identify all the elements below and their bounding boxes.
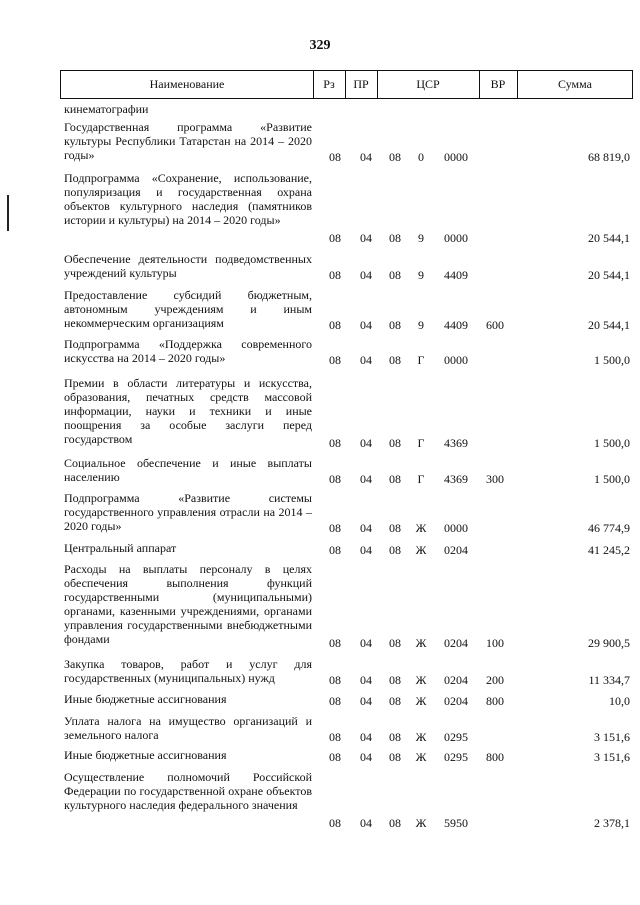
header-name: Наименование [149,77,225,91]
row-rz: 08 [329,268,341,282]
row-name: Закупка товаров, работ и услуг для государственных (муниципальных) нужд [64,657,312,685]
row-pr: 04 [360,694,372,708]
table-row [0,491,640,535]
page-number: 329 [309,38,331,53]
row-sum: 20 544,1 [588,268,630,282]
table-row [0,562,640,650]
row-name: Премии в области литературы и искусства, образования, печатных средств массовой информации, науки и техники и иные поощрения за особые заслуги перед государством [64,376,312,446]
row-csr-part1: 08 [389,730,401,744]
row-pr: 04 [360,268,372,282]
header-vr: ВР [490,77,506,91]
table-row [0,171,640,245]
row-vr: 800 [486,694,504,708]
row-rz: 08 [329,521,341,535]
row-csr-part2: Г [417,436,425,450]
row-csr-part2: Г [417,353,425,367]
row-rz: 08 [329,318,341,332]
row-rz: 08 [329,750,341,764]
row-csr-part1: 08 [389,268,401,282]
row-sum: 29 900,5 [588,636,630,650]
row-csr-part1: 08 [389,816,401,830]
row-vr: 600 [486,318,504,332]
row-sum: 41 245,2 [588,543,630,557]
row-csr-part3: 0295 [444,730,468,744]
row-sum: 1 500,0 [594,436,630,450]
row-rz: 08 [329,673,341,687]
row-pr: 04 [360,636,372,650]
row-csr-part3: 0000 [444,150,468,164]
row-csr-part3: 4409 [444,268,468,282]
row-name: Центральный аппарат [64,541,177,555]
table-row [0,692,640,708]
row-sum: 1 500,0 [594,472,630,486]
row-name: Социальное обеспечение и иные выплаты населению [64,456,312,484]
row-rz: 08 [329,816,341,830]
row-sum: 68 819,0 [588,150,630,164]
row-csr-part3: 0000 [444,521,468,535]
row-pr: 04 [360,521,372,535]
row-rz: 08 [329,436,341,450]
row-csr-part3: 0000 [444,353,468,367]
row-csr-part1: 08 [389,750,401,764]
row-csr-part2: 9 [418,318,424,332]
row-csr-part1: 08 [389,694,401,708]
row-pr: 04 [360,816,372,830]
row-pr: 04 [360,231,372,245]
table-header [60,70,633,99]
row-csr-part1: 08 [389,543,401,557]
row-csr-part1: 08 [389,436,401,450]
row-csr-part1: 08 [389,636,401,650]
row-rz: 08 [329,730,341,744]
row-csr-part3: 0000 [444,231,468,245]
table-row [0,456,640,486]
header-pr: ПР [353,77,369,91]
row-csr-part1: 08 [389,318,401,332]
table-row [0,376,640,450]
row-pr: 04 [360,750,372,764]
row-pr: 04 [360,543,372,557]
table-row [0,541,640,557]
table-row [0,288,640,332]
row-csr-part2: Ж [415,636,427,650]
row-name: Подпрограмма «Сохранение, использование, популяризация и государственная охрана объектов культурного наследия (памятников истории и культуры) на 2014 – 2020 годы» [64,171,312,227]
row-csr-part3: 0204 [444,694,468,708]
row-csr-part3: 0204 [444,543,468,557]
row-rz: 08 [329,231,341,245]
row-csr-part2: Ж [415,521,427,535]
row-sum: 10,0 [609,694,630,708]
row-csr-part3: 4409 [444,318,468,332]
row-sum: 20 544,1 [588,318,630,332]
row-csr-part2: Г [417,472,425,486]
row-rz: 08 [329,353,341,367]
row-csr-part2: 9 [418,268,424,282]
table-row [0,714,640,744]
row-csr-part3: 0295 [444,750,468,764]
row-csr-part3: 4369 [444,436,468,450]
row-pr: 04 [360,318,372,332]
row-csr-part3: 0204 [444,673,468,687]
table-row [0,657,640,687]
row-name: Обеспечение деятельности подведомственных учреждений культуры [64,252,312,280]
row-vr: 200 [486,673,504,687]
row-sum: 20 544,1 [588,231,630,245]
row-name: Государственная программа «Развитие культуры Республики Татарстан на 2014 – 2020 годы» [64,120,312,162]
row-name: Иные бюджетные ассигнования [64,748,227,762]
row-csr-part1: 08 [389,472,401,486]
row-csr-part3: 0204 [444,636,468,650]
row-rz: 08 [329,543,341,557]
row-name: Предоставление субсидий бюджетным, автономным учреждениям и иным некоммерческим организациям [64,288,312,330]
table-row [0,252,640,282]
table-row [0,337,640,367]
row-pr: 04 [360,150,372,164]
row-name: Уплата налога на имущество организаций и земельного налога [64,714,312,742]
table-row [0,120,640,164]
row-vr: 100 [486,636,504,650]
row-csr-part2: Ж [415,543,427,557]
row-sum: 1 500,0 [594,353,630,367]
table-row [0,102,640,116]
header-csr: ЦСР [416,77,440,91]
row-pr: 04 [360,353,372,367]
row-sum: 3 151,6 [594,730,630,744]
row-pr: 04 [360,436,372,450]
row-sum: 11 334,7 [588,673,630,687]
row-pr: 04 [360,673,372,687]
row-name: Подпрограмма «Развитие системы государственного управления отрасли на 2014 – 2020 годы» [64,491,312,533]
row-rz: 08 [329,694,341,708]
row-name: Осуществление полномочий Российской Федерации по государственной охране объектов культурного наследия федерального значения [64,770,312,812]
row-csr-part1: 08 [389,521,401,535]
row-csr-part2: Ж [415,730,427,744]
row-vr: 800 [486,750,504,764]
row-sum: 46 774,9 [588,521,630,535]
row-vr: 300 [486,472,504,486]
row-sum: 2 378,1 [594,816,630,830]
row-csr-part1: 08 [389,231,401,245]
table-row [0,748,640,764]
header-rz: Рз [323,77,335,91]
row-sum: 3 151,6 [594,750,630,764]
row-csr-part1: 08 [389,150,401,164]
row-csr-part2: 9 [418,231,424,245]
row-name: Иные бюджетные ассигнования [64,692,227,706]
row-name: Подпрограмма «Поддержка современного искусства на 2014 – 2020 годы» [64,337,312,365]
row-rz: 08 [329,150,341,164]
row-csr-part3: 4369 [444,472,468,486]
row-csr-part2: Ж [415,750,427,764]
row-csr-part2: Ж [415,694,427,708]
table-row [0,770,640,830]
row-pr: 04 [360,472,372,486]
row-csr-part3: 5950 [444,816,468,830]
header-sum: Сумма [558,77,592,91]
row-csr-part2: Ж [415,673,427,687]
row-rz: 08 [329,636,341,650]
row-name: Расходы на выплаты персоналу в целях обеспечения выполнения функций государственными (муниципальными) органами, казенными учреждениями, органами управления государственными внебюджетными фондами [64,562,312,646]
row-csr-part2: 0 [418,150,424,164]
row-csr-part1: 08 [389,673,401,687]
row-csr-part2: Ж [415,816,427,830]
row-csr-part1: 08 [389,353,401,367]
row-pr: 04 [360,730,372,744]
row-rz: 08 [329,472,341,486]
row-name: кинематографии [64,102,149,116]
